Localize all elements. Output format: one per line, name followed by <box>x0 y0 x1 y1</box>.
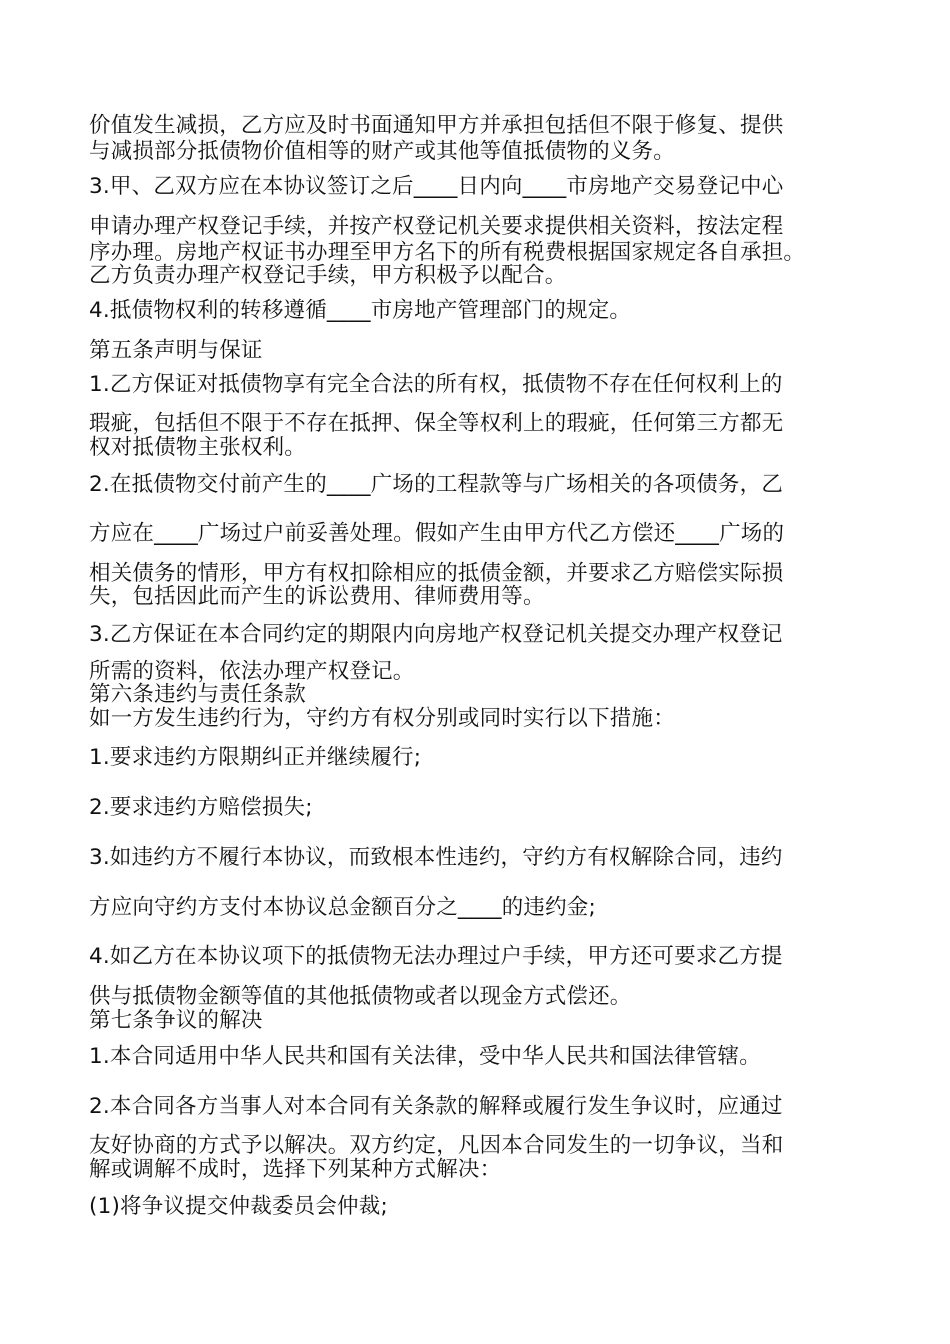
text-line: 所需的资料，依法办理产权登记。 <box>89 659 415 684</box>
text-line: 解或调解不成时，选择下列某种方式解决： <box>89 1157 502 1182</box>
section-heading: 第六条违约与责任条款 <box>89 682 307 707</box>
text-line: 乙方负责办理产权登记手续，甲方积极予以配合。 <box>89 263 567 288</box>
text-line: 价值发生减损，乙方应及时书面通知甲方并承担包括但不限于修复、提供 <box>89 113 784 138</box>
text-line: 1.本合同适用中华人民共和国有关法律，受中华人民共和国法律管辖。 <box>89 1044 761 1069</box>
section-heading: 第七条争议的解决 <box>89 1008 263 1033</box>
text-line: 3.乙方保证在本合同约定的期限内向房地产权登记机关提交办理产权登记 <box>89 622 783 647</box>
text-line: 申请办理产权登记手续，并按产权登记机关要求提供相关资料，按法定程 <box>89 214 784 239</box>
text-line: 3.甲、乙双方应在本协议签订之后____日内向____市房地产交易登记中心 <box>89 174 784 199</box>
text-line: 4.抵债物权利的转移遵循____市房地产管理部门的规定。 <box>89 298 632 323</box>
text-line: 如一方发生违约行为，守约方有权分别或同时实行以下措施： <box>89 706 675 731</box>
text-line: 友好协商的方式予以解决。双方约定，凡因本合同发生的一切争议，当和 <box>89 1133 784 1158</box>
text-line: 方应在____广场过户前妥善处理。假如产生由甲方代乙方偿还____广场的 <box>89 521 785 546</box>
text-line: 4.如乙方在本协议项下的抵债物无法办理过户手续，甲方还可要求乙方提 <box>89 944 783 969</box>
section-heading: 第五条声明与保证 <box>89 338 263 363</box>
text-line: 2.要求违约方赔偿损失; <box>89 795 313 820</box>
text-line: 2.在抵债物交付前产生的____广场的工程款等与广场相关的各项债务，乙 <box>89 472 784 497</box>
text-line: 序办理。房地产权证书办理至甲方名下的所有税费根据国家规定各自承担。 <box>89 240 806 265</box>
text-line: 权对抵债物主张权利。 <box>89 435 307 460</box>
text-line: 供与抵债物金额等值的其他抵债物或者以现金方式偿还。 <box>89 984 632 1009</box>
text-line: 2.本合同各方当事人对本合同有关条款的解释或履行发生争议时，应通过 <box>89 1094 783 1119</box>
text-line: 3.如违约方不履行本协议，而致根本性违约，守约方有权解除合同，违约 <box>89 845 783 870</box>
text-line: 失，包括因此而产生的诉讼费用、律师费用等。 <box>89 584 545 609</box>
text-line: 1.乙方保证对抵债物享有完全合法的所有权，抵债物不存在任何权利上的 <box>89 372 783 397</box>
text-line: (1)将争议提交仲裁委员会仲裁; <box>89 1194 388 1219</box>
text-line: 瑕疵，包括但不限于不存在抵押、保全等权利上的瑕疵，任何第三方都无 <box>89 411 784 436</box>
text-line: 方应向守约方支付本协议总金额百分之____的违约金; <box>89 895 596 920</box>
text-line: 相关债务的情形，甲方有权扣除相应的抵债金额，并要求乙方赔偿实际损 <box>89 561 784 586</box>
text-line: 与减损部分抵债物价值相等的财产或其他等值抵债物的义务。 <box>89 139 675 164</box>
text-line: 1.要求违约方限期纠正并继续履行; <box>89 745 422 770</box>
